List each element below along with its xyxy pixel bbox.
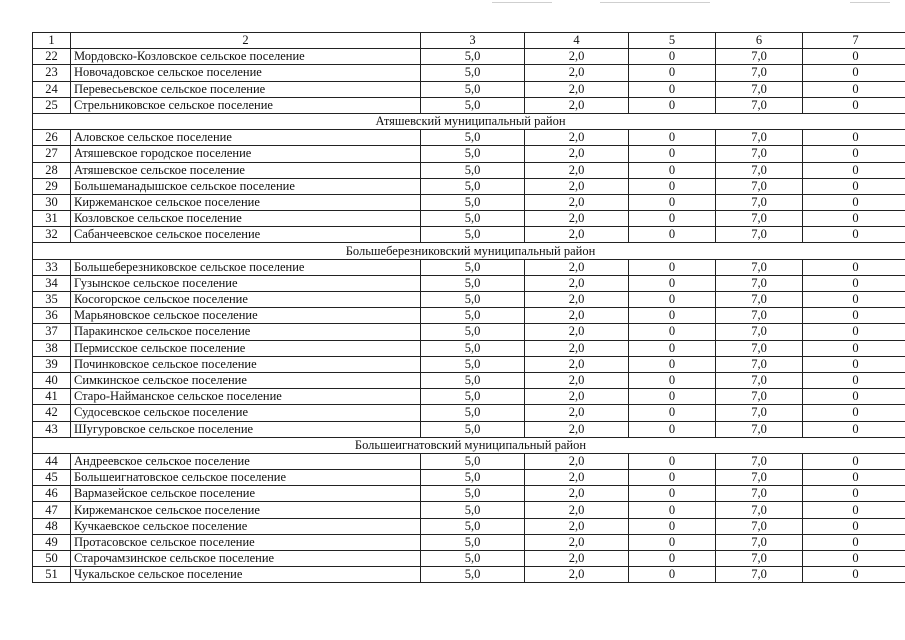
value-col-5: 0 <box>629 81 716 97</box>
column-header: 7 <box>803 33 905 49</box>
value-col-6: 7,0 <box>716 65 803 81</box>
table-row <box>33 470 905 486</box>
value-col-4: 2,0 <box>525 502 629 518</box>
row-number: 27 <box>33 146 71 162</box>
value-col-5: 0 <box>629 178 716 194</box>
row-number: 47 <box>33 502 71 518</box>
table-row <box>33 97 905 113</box>
value-col-6: 7,0 <box>716 259 803 275</box>
value-col-3: 5,0 <box>421 178 525 194</box>
table-row <box>33 405 905 421</box>
settlement-name: Перевесьевское сельское поселение <box>71 81 421 97</box>
district-heading: Большеигнатовский муниципальный район <box>33 437 905 453</box>
value-col-3: 5,0 <box>421 49 525 65</box>
value-col-4: 2,0 <box>525 470 629 486</box>
value-col-3: 5,0 <box>421 567 525 583</box>
settlement-name: Пермисское сельское поселение <box>71 340 421 356</box>
value-col-6: 7,0 <box>716 470 803 486</box>
value-col-4: 2,0 <box>525 65 629 81</box>
value-col-5: 0 <box>629 162 716 178</box>
value-col-3: 5,0 <box>421 502 525 518</box>
settlement-name: Атяшевское сельское поселение <box>71 162 421 178</box>
settlement-name: Андреевское сельское поселение <box>71 453 421 469</box>
value-col-4: 2,0 <box>525 389 629 405</box>
value-col-4: 2,0 <box>525 308 629 324</box>
value-col-3: 5,0 <box>421 97 525 113</box>
value-col-4: 2,0 <box>525 421 629 437</box>
row-number: 41 <box>33 389 71 405</box>
settlement-name: Починковское сельское поселение <box>71 356 421 372</box>
table-row <box>33 130 905 146</box>
value-col-5: 0 <box>629 534 716 550</box>
value-col-6: 7,0 <box>716 372 803 388</box>
value-col-3: 5,0 <box>421 292 525 308</box>
value-col-6: 7,0 <box>716 453 803 469</box>
value-col-3: 5,0 <box>421 211 525 227</box>
value-col-6: 7,0 <box>716 308 803 324</box>
table-row <box>33 146 905 162</box>
value-col-5: 0 <box>629 502 716 518</box>
row-number: 51 <box>33 567 71 583</box>
table-row <box>33 65 905 81</box>
value-col-7: 0 <box>803 486 905 502</box>
value-col-7: 0 <box>803 372 905 388</box>
value-col-4: 2,0 <box>525 567 629 583</box>
table-row <box>33 389 905 405</box>
value-col-3: 5,0 <box>421 162 525 178</box>
settlement-name: Вармазейское сельское поселение <box>71 486 421 502</box>
value-col-7: 0 <box>803 405 905 421</box>
table-row <box>33 502 905 518</box>
row-number: 25 <box>33 97 71 113</box>
column-header: 1 <box>33 33 71 49</box>
value-col-4: 2,0 <box>525 49 629 65</box>
value-col-5: 0 <box>629 275 716 291</box>
row-number: 23 <box>33 65 71 81</box>
value-col-7: 0 <box>803 49 905 65</box>
value-col-4: 2,0 <box>525 324 629 340</box>
value-col-6: 7,0 <box>716 421 803 437</box>
value-col-3: 5,0 <box>421 81 525 97</box>
row-number: 38 <box>33 340 71 356</box>
value-col-4: 2,0 <box>525 372 629 388</box>
settlement-name: Козловское сельское поселение <box>71 211 421 227</box>
table-row <box>33 178 905 194</box>
table-row <box>33 486 905 502</box>
value-col-5: 0 <box>629 340 716 356</box>
value-col-6: 7,0 <box>716 130 803 146</box>
value-col-6: 7,0 <box>716 340 803 356</box>
settlement-name: Кучкаевское сельское поселение <box>71 518 421 534</box>
settlement-name: Киржеманское сельское поселение <box>71 502 421 518</box>
scan-artifact <box>850 2 890 3</box>
value-col-6: 7,0 <box>716 356 803 372</box>
settlement-name: Косогорское сельское поселение <box>71 292 421 308</box>
table-row <box>33 275 905 291</box>
value-col-4: 2,0 <box>525 162 629 178</box>
value-col-4: 2,0 <box>525 81 629 97</box>
row-number: 29 <box>33 178 71 194</box>
column-header: 4 <box>525 33 629 49</box>
value-col-3: 5,0 <box>421 486 525 502</box>
value-col-3: 5,0 <box>421 324 525 340</box>
value-col-5: 0 <box>629 211 716 227</box>
table-row <box>33 81 905 97</box>
row-number: 26 <box>33 130 71 146</box>
row-number: 32 <box>33 227 71 243</box>
value-col-3: 5,0 <box>421 146 525 162</box>
column-header: 2 <box>71 33 421 49</box>
value-col-5: 0 <box>629 453 716 469</box>
value-col-5: 0 <box>629 405 716 421</box>
value-col-6: 7,0 <box>716 194 803 210</box>
value-col-4: 2,0 <box>525 211 629 227</box>
value-col-6: 7,0 <box>716 486 803 502</box>
settlement-name: Старо-Найманское сельское поселение <box>71 389 421 405</box>
scan-artifact <box>492 2 552 3</box>
value-col-5: 0 <box>629 65 716 81</box>
settlement-name: Большеберезниковское сельское поселение <box>71 259 421 275</box>
value-col-5: 0 <box>629 130 716 146</box>
value-col-4: 2,0 <box>525 146 629 162</box>
row-number: 37 <box>33 324 71 340</box>
row-number: 24 <box>33 81 71 97</box>
value-col-4: 2,0 <box>525 178 629 194</box>
row-number: 42 <box>33 405 71 421</box>
value-col-6: 7,0 <box>716 227 803 243</box>
value-col-5: 0 <box>629 389 716 405</box>
table-body <box>33 49 905 583</box>
value-col-7: 0 <box>803 259 905 275</box>
table-row <box>33 534 905 550</box>
value-col-4: 2,0 <box>525 340 629 356</box>
value-col-4: 2,0 <box>525 405 629 421</box>
value-col-4: 2,0 <box>525 194 629 210</box>
settlement-name: Судосевское сельское поселение <box>71 405 421 421</box>
value-col-6: 7,0 <box>716 178 803 194</box>
value-col-4: 2,0 <box>525 486 629 502</box>
settlement-name: Мордовско-Козловское сельское поселение <box>71 49 421 65</box>
value-col-3: 5,0 <box>421 275 525 291</box>
section-row <box>33 437 905 453</box>
row-number: 44 <box>33 453 71 469</box>
value-col-6: 7,0 <box>716 275 803 291</box>
value-col-7: 0 <box>803 324 905 340</box>
value-col-7: 0 <box>803 65 905 81</box>
table-row <box>33 567 905 583</box>
table-row <box>33 49 905 65</box>
value-col-3: 5,0 <box>421 372 525 388</box>
table-row <box>33 211 905 227</box>
value-col-5: 0 <box>629 518 716 534</box>
value-col-4: 2,0 <box>525 292 629 308</box>
row-number: 39 <box>33 356 71 372</box>
value-col-6: 7,0 <box>716 502 803 518</box>
settlement-name: Симкинское сельское поселение <box>71 372 421 388</box>
value-col-4: 2,0 <box>525 130 629 146</box>
value-col-5: 0 <box>629 97 716 113</box>
value-col-3: 5,0 <box>421 389 525 405</box>
section-row <box>33 243 905 259</box>
value-col-7: 0 <box>803 146 905 162</box>
value-col-3: 5,0 <box>421 470 525 486</box>
value-col-3: 5,0 <box>421 356 525 372</box>
section-row <box>33 113 905 129</box>
value-col-3: 5,0 <box>421 405 525 421</box>
value-col-6: 7,0 <box>716 81 803 97</box>
table-row <box>33 421 905 437</box>
value-col-6: 7,0 <box>716 49 803 65</box>
value-col-6: 7,0 <box>716 405 803 421</box>
value-col-5: 0 <box>629 259 716 275</box>
value-col-3: 5,0 <box>421 518 525 534</box>
value-col-4: 2,0 <box>525 534 629 550</box>
value-col-5: 0 <box>629 146 716 162</box>
value-col-4: 2,0 <box>525 356 629 372</box>
district-heading: Большеберезниковский муниципальный район <box>33 243 905 259</box>
settlement-name: Старочамзинское сельское поселение <box>71 551 421 567</box>
value-col-5: 0 <box>629 292 716 308</box>
value-col-4: 2,0 <box>525 551 629 567</box>
value-col-3: 5,0 <box>421 130 525 146</box>
row-number: 49 <box>33 534 71 550</box>
value-col-3: 5,0 <box>421 421 525 437</box>
value-col-7: 0 <box>803 389 905 405</box>
value-col-7: 0 <box>803 81 905 97</box>
value-col-4: 2,0 <box>525 227 629 243</box>
row-number: 31 <box>33 211 71 227</box>
settlement-name: Паракинское сельское поселение <box>71 324 421 340</box>
settlement-name: Аловское сельское поселение <box>71 130 421 146</box>
value-col-3: 5,0 <box>421 65 525 81</box>
value-col-3: 5,0 <box>421 340 525 356</box>
row-number: 36 <box>33 308 71 324</box>
value-col-6: 7,0 <box>716 146 803 162</box>
value-col-5: 0 <box>629 372 716 388</box>
value-col-7: 0 <box>803 227 905 243</box>
value-col-6: 7,0 <box>716 162 803 178</box>
column-header: 6 <box>716 33 803 49</box>
row-number: 30 <box>33 194 71 210</box>
table-row <box>33 292 905 308</box>
value-col-3: 5,0 <box>421 534 525 550</box>
value-col-7: 0 <box>803 292 905 308</box>
value-col-7: 0 <box>803 518 905 534</box>
row-number: 46 <box>33 486 71 502</box>
value-col-6: 7,0 <box>716 518 803 534</box>
value-col-4: 2,0 <box>525 453 629 469</box>
value-col-7: 0 <box>803 194 905 210</box>
value-col-7: 0 <box>803 340 905 356</box>
row-number: 22 <box>33 49 71 65</box>
value-col-5: 0 <box>629 421 716 437</box>
settlement-name: Марьяновское сельское поселение <box>71 308 421 324</box>
value-col-4: 2,0 <box>525 97 629 113</box>
table-row <box>33 162 905 178</box>
table-row <box>33 324 905 340</box>
value-col-5: 0 <box>629 324 716 340</box>
value-col-5: 0 <box>629 49 716 65</box>
district-heading: Атяшевский муниципальный район <box>33 113 905 129</box>
value-col-6: 7,0 <box>716 324 803 340</box>
value-col-7: 0 <box>803 453 905 469</box>
settlement-name: Протасовское сельское поселение <box>71 534 421 550</box>
value-col-5: 0 <box>629 194 716 210</box>
value-col-5: 0 <box>629 227 716 243</box>
table-row <box>33 518 905 534</box>
settlement-name: Гузынское сельское поселение <box>71 275 421 291</box>
row-number: 35 <box>33 292 71 308</box>
value-col-7: 0 <box>803 308 905 324</box>
value-col-7: 0 <box>803 502 905 518</box>
table-row <box>33 308 905 324</box>
table-row <box>33 340 905 356</box>
settlement-name: Новочадовское сельское поселение <box>71 65 421 81</box>
value-col-5: 0 <box>629 470 716 486</box>
row-number: 43 <box>33 421 71 437</box>
column-header: 5 <box>629 33 716 49</box>
scan-artifact <box>600 2 710 3</box>
value-col-6: 7,0 <box>716 211 803 227</box>
value-col-3: 5,0 <box>421 551 525 567</box>
value-col-5: 0 <box>629 308 716 324</box>
settlement-name: Чукальское сельское поселение <box>71 567 421 583</box>
value-col-7: 0 <box>803 356 905 372</box>
value-col-5: 0 <box>629 486 716 502</box>
value-col-6: 7,0 <box>716 534 803 550</box>
value-col-7: 0 <box>803 421 905 437</box>
value-col-5: 0 <box>629 551 716 567</box>
table-row <box>33 227 905 243</box>
table-row <box>33 194 905 210</box>
value-col-6: 7,0 <box>716 97 803 113</box>
value-col-4: 2,0 <box>525 275 629 291</box>
table-row <box>33 372 905 388</box>
value-col-7: 0 <box>803 534 905 550</box>
settlement-name: Киржеманское сельское поселение <box>71 194 421 210</box>
settlements-table <box>32 32 905 583</box>
value-col-6: 7,0 <box>716 551 803 567</box>
value-col-4: 2,0 <box>525 518 629 534</box>
value-col-3: 5,0 <box>421 308 525 324</box>
row-number: 50 <box>33 551 71 567</box>
value-col-4: 2,0 <box>525 259 629 275</box>
value-col-3: 5,0 <box>421 227 525 243</box>
row-number: 45 <box>33 470 71 486</box>
value-col-6: 7,0 <box>716 389 803 405</box>
value-col-3: 5,0 <box>421 453 525 469</box>
value-col-5: 0 <box>629 356 716 372</box>
table-row <box>33 259 905 275</box>
value-col-7: 0 <box>803 551 905 567</box>
value-col-7: 0 <box>803 567 905 583</box>
value-col-7: 0 <box>803 178 905 194</box>
value-col-6: 7,0 <box>716 567 803 583</box>
row-number: 33 <box>33 259 71 275</box>
value-col-3: 5,0 <box>421 194 525 210</box>
value-col-7: 0 <box>803 470 905 486</box>
settlement-name: Сабанчеевское сельское поселение <box>71 227 421 243</box>
value-col-5: 0 <box>629 567 716 583</box>
column-header: 3 <box>421 33 525 49</box>
settlement-name: Стрельниковское сельское поселение <box>71 97 421 113</box>
value-col-7: 0 <box>803 97 905 113</box>
table-row <box>33 551 905 567</box>
row-number: 34 <box>33 275 71 291</box>
table-row <box>33 453 905 469</box>
row-number: 28 <box>33 162 71 178</box>
value-col-3: 5,0 <box>421 259 525 275</box>
value-col-7: 0 <box>803 162 905 178</box>
settlement-name: Шугуровское сельское поселение <box>71 421 421 437</box>
value-col-6: 7,0 <box>716 292 803 308</box>
column-number-row <box>33 33 905 49</box>
table-row <box>33 356 905 372</box>
settlement-name: Большеигнатовское сельское поселение <box>71 470 421 486</box>
settlement-name: Атяшевское городское поселение <box>71 146 421 162</box>
row-number: 40 <box>33 372 71 388</box>
value-col-7: 0 <box>803 211 905 227</box>
value-col-7: 0 <box>803 130 905 146</box>
row-number: 48 <box>33 518 71 534</box>
value-col-7: 0 <box>803 275 905 291</box>
settlement-name: Большеманадышское сельское поселение <box>71 178 421 194</box>
